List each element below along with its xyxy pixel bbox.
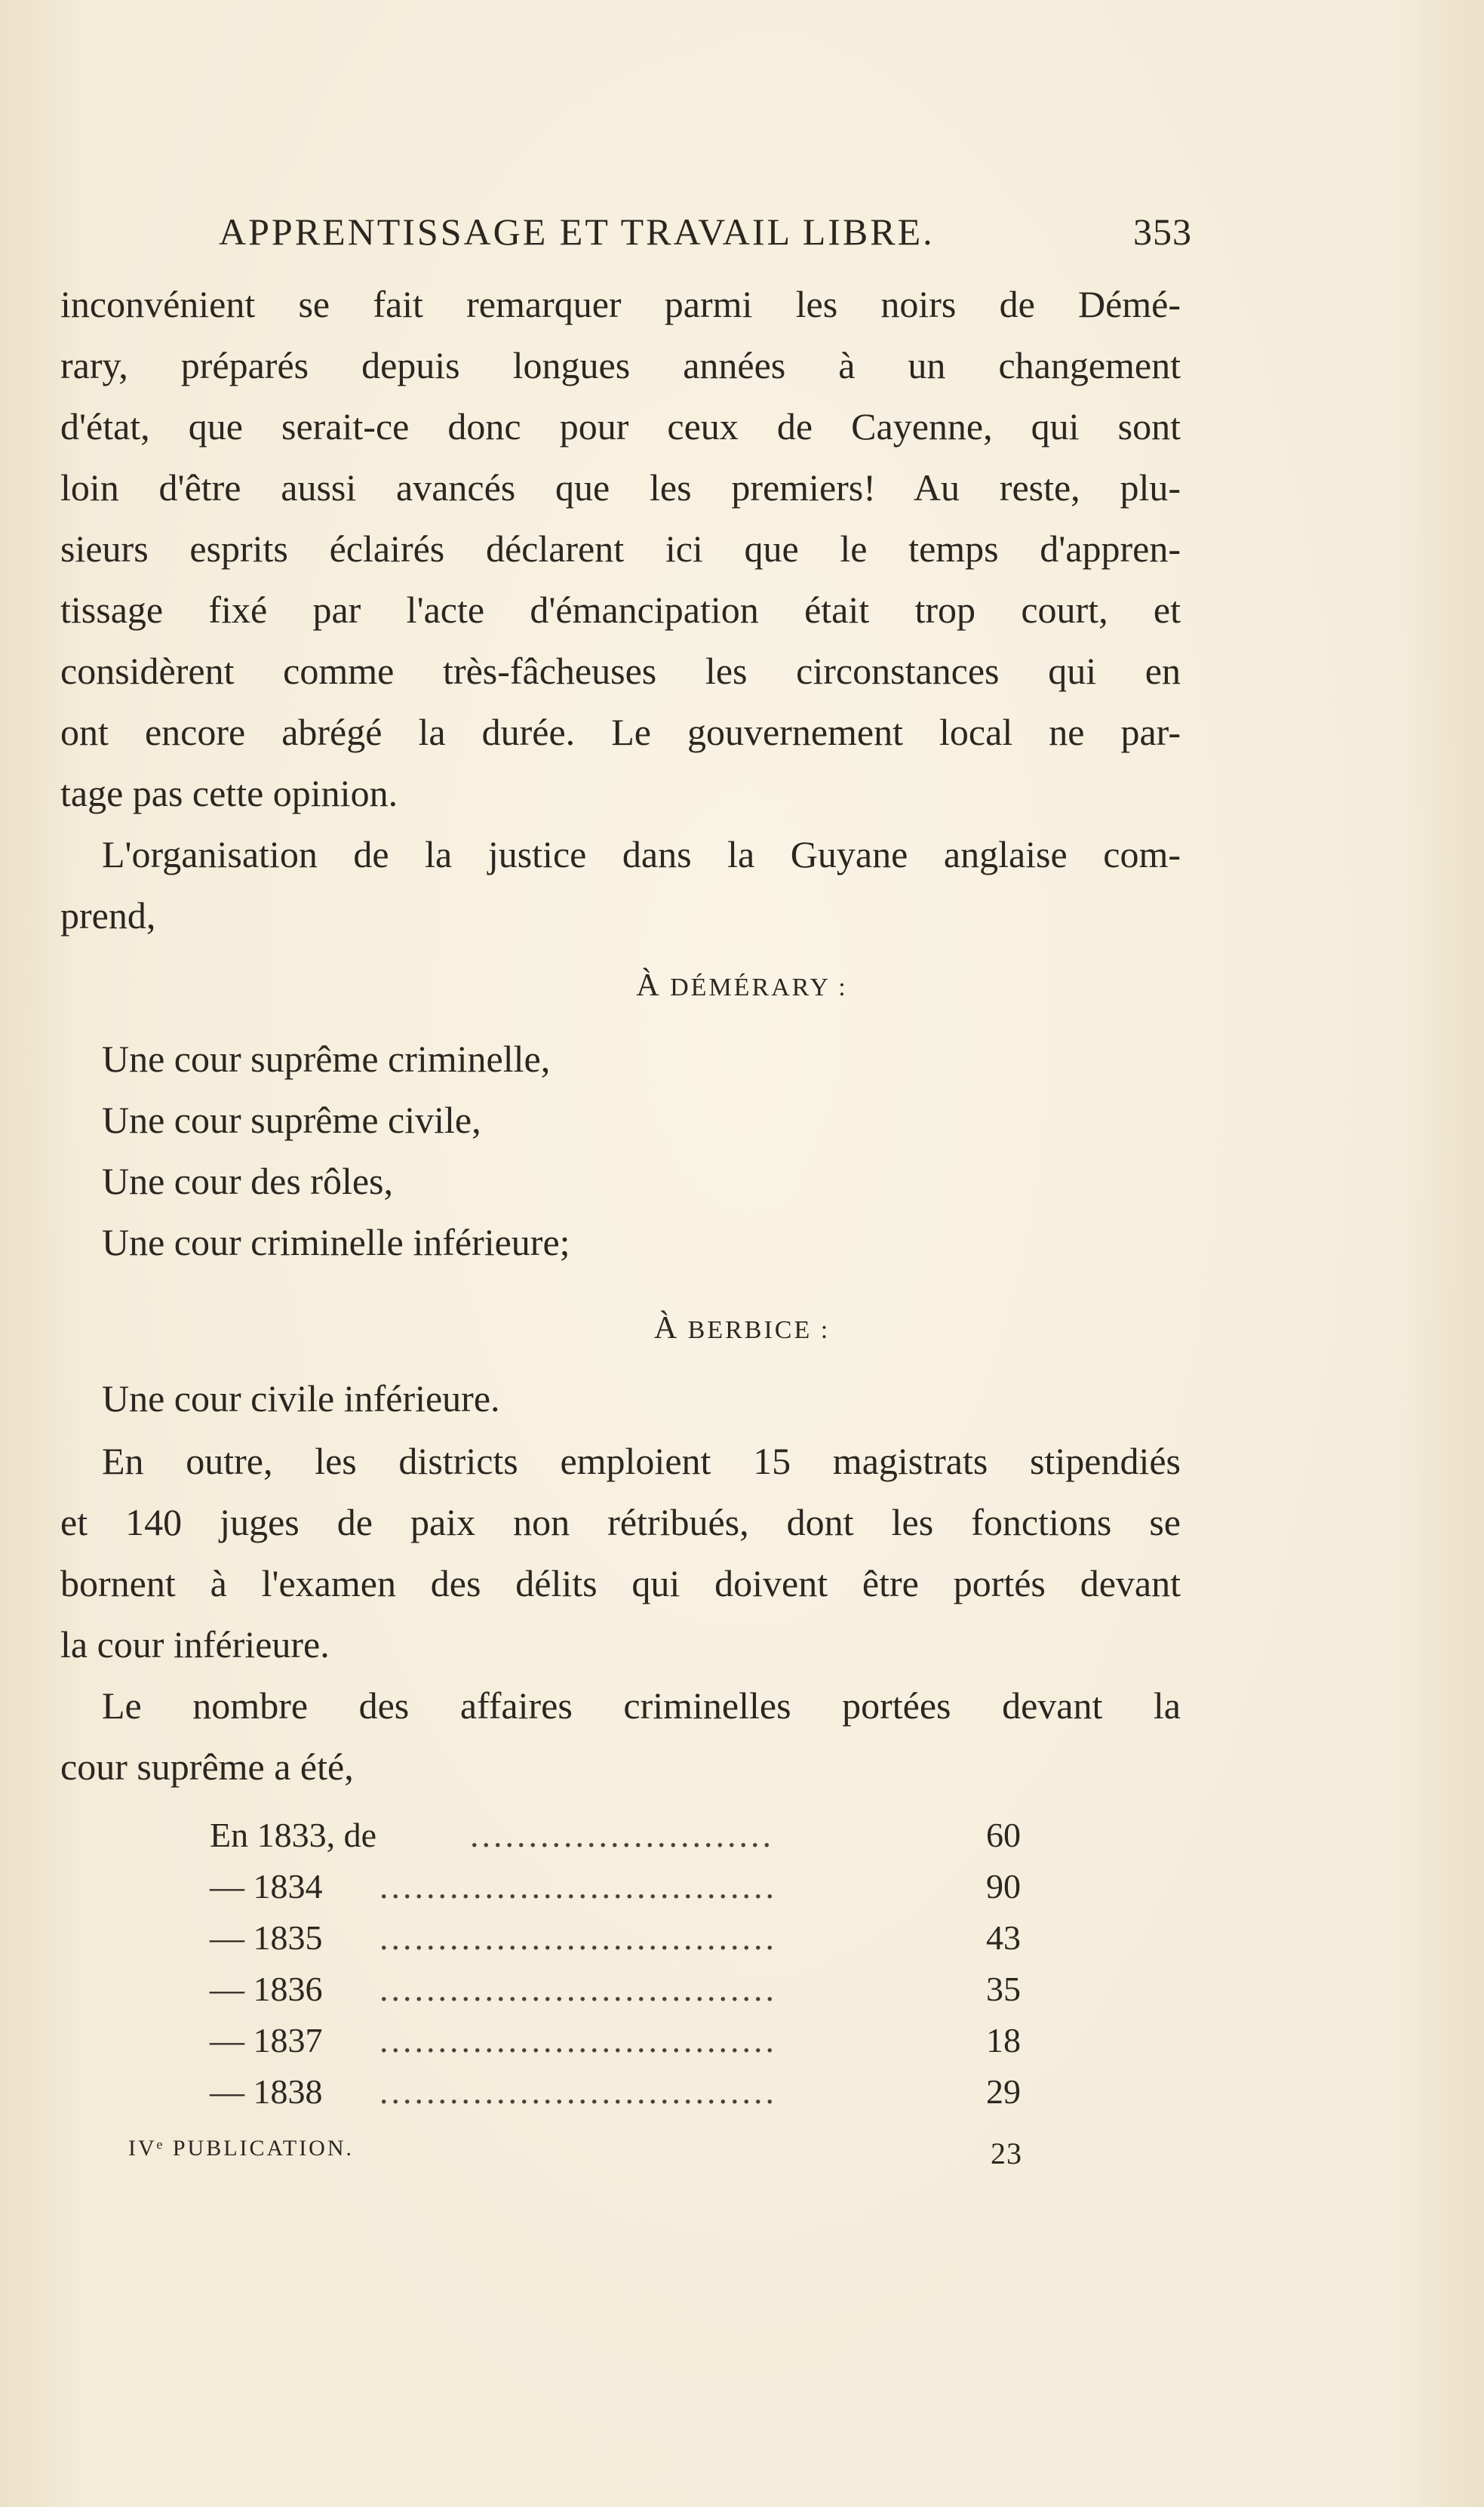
paragraph-line: En outre, les districts emploient 15 magistrats stipendiés <box>102 1440 1181 1482</box>
list-item: Une cour civile inférieure. <box>102 1377 500 1420</box>
running-head <box>219 210 1192 263</box>
paragraph-line: prend, <box>60 894 156 937</box>
paragraph-line: tage pas cette opinion. <box>60 772 398 814</box>
paragraph-line: ont encore abrégé la durée. Le gouvernement local ne par- <box>60 711 1181 753</box>
paragraph-line: sieurs esprits éclairés déclarent ici que le temps d'appren- <box>60 528 1181 570</box>
paragraph-line: considèrent comme très-fâcheuses les circonstances qui en <box>60 650 1181 692</box>
section-heading-berbice: À BERBICE : <box>653 1311 831 1346</box>
paragraph-line: bornent à l'examen des délits qui doivent être portés devant <box>60 1562 1181 1604</box>
paragraph-line: et 140 juges de paix non rétribués, dont les fonctions se <box>60 1501 1181 1543</box>
paragraph-line: loin d'être aussi avancés que les premiers! Au reste, plu- <box>60 466 1181 509</box>
paragraph-line: d'état, que serait-ce donc pour ceux de Cayenne, qui sont <box>60 405 1181 448</box>
publication-signature: IVᵉ PUBLICATION. <box>128 2136 355 2161</box>
paragraph-line: la cour inférieure. <box>60 1623 330 1666</box>
paragraph-line: tissage fixé par l'acte d'émancipation était trop court, et <box>60 589 1181 631</box>
running-head-title: APPRENTISSAGE ET TRAVAIL LIBRE. <box>219 211 935 253</box>
book-page: APPRENTISSAGE ET TRAVAIL LIBRE. 353 inconvénient se fait remarquer parmi les noirs de Démé- rary, préparés depuis longues années à un changement d'état, que serait-ce donc pour ceux de Cayenne, qui sont loin d'être aussi avancés que les premiers! Au reste, plu- sieurs esprits éclairés déclarent ici que le temps d'appren- tissage fixé par l'acte d'émancipation était trop court, et considèrent comme très-fâcheuses les circonstances qui en ont encore abrégé la durée. Le gouvernement local ne par- tage pas cette opinion. L'organisation de la justice dans la Guyane anglaise com- prend, À DÉMÉRARY : Une cour suprême criminelle, Une cour suprême civile, Une cour des rôles, Une cour criminelle inférieure; À BERBICE : Une cour civile inférieure. En outre, les districts emploient 15 magistrats stipendiés et 140 juges de paix non rétribués, dont les fonctions se bornent à l'examen des délits qui doivent être portés devant la cour inférieure. Le nombre des affaires criminelles portées devant la cour suprême a été, En 1833, de .......................... 60 — 1834 .................................. 90 — 1835 .................................. 43 — 1836 .................................. 35 — 1837 .................................. 18 — 1838 .................................. 29 IVᵉ PUBLICATION. 23 <box>0 0 1484 2507</box>
paragraph-line: L'organisation de la justice dans la Guyane anglaise com- <box>102 833 1181 875</box>
section-heading-demerary: À DÉMÉRARY : <box>636 968 848 1003</box>
list-item: Une cour suprême criminelle, <box>102 1038 551 1080</box>
list-item: Une cour suprême civile, <box>102 1099 481 1141</box>
sheet-number: 23 <box>991 2136 1022 2170</box>
paragraph-line: cour suprême a été, <box>60 1746 354 1788</box>
page-number: 353 <box>1133 211 1192 253</box>
list-item: Une cour criminelle inférieure; <box>102 1221 570 1263</box>
paragraph-line: Le nombre des affaires criminelles portées devant la <box>102 1684 1181 1727</box>
list-item: Une cour des rôles, <box>102 1160 393 1202</box>
paragraph-line: inconvénient se fait remarquer parmi les noirs de Démé- <box>60 283 1181 325</box>
paragraph-line: rary, préparés depuis longues années à un changement <box>60 344 1181 386</box>
